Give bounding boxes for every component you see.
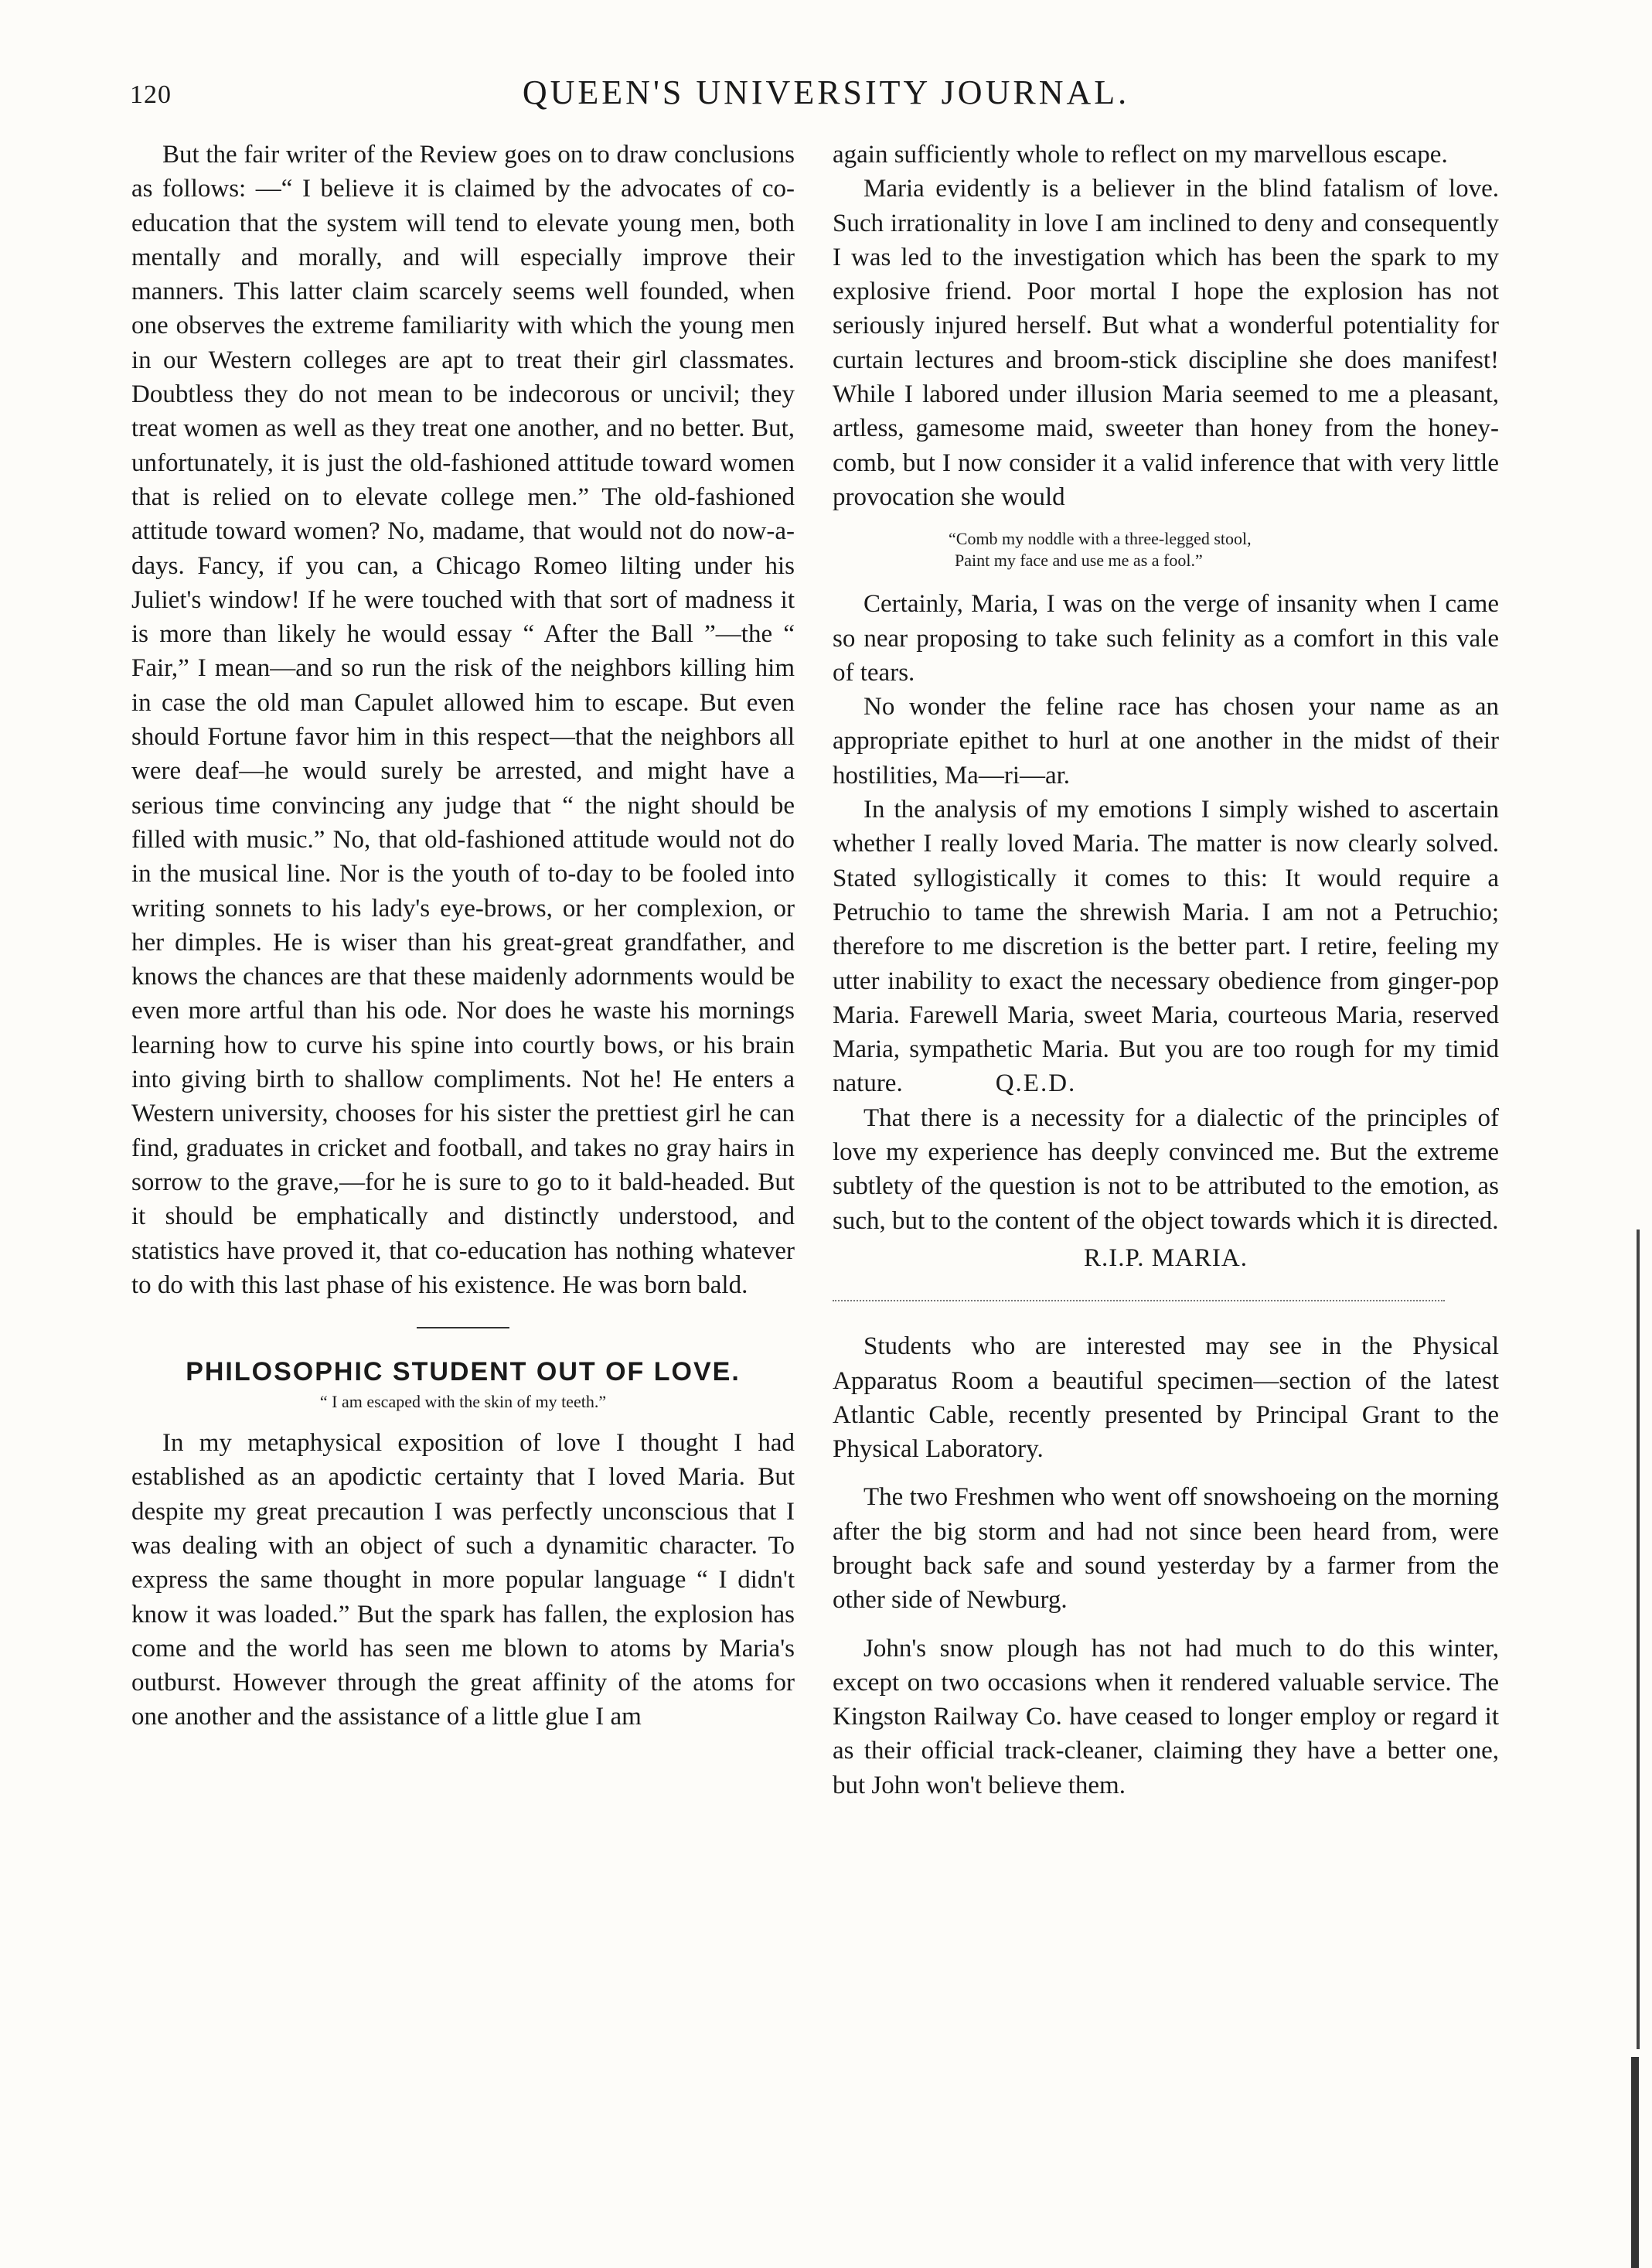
page-number: 120	[130, 80, 172, 109]
poem-line: Paint my face and use me as a fool.”	[955, 551, 1203, 571]
article-paragraph: No wonder the feline race has chosen your name as an appropriate epithet to hurl at one another in the midst of their hostilities, Ma—ri—ar.	[833, 693, 1499, 790]
right-column	[833, 138, 1499, 1802]
article-paragraph: Maria evidently is a believer in the blind fatalism of love. Such irrationality in love I am inclined to deny and consequently I was led to the investigation which has been the spark to my explosive friend. Poor mortal I hope the explosion has not seriously injured herself. But what a wonderful potentiality for curtain lectures and broom-stick discipline she does manifest! While I labored under illusion Maria seemed to me a pleasant, artless, gamesome maid, sweeter than honey from the honey-comb, but I now consider it a valid inference that with very little provocation she would	[833, 175, 1499, 511]
review-paragraph: But the fair writer of the Review goes on to draw conclusions as follows: —“ I believe it is claimed by the advocates of co-education that the system will tend to elevate young men, both mentally and morally, and will especially improve their manners. This latter claim scarcely seems well founded, when one observes the extreme familiarity with which the young men in our Western colleges are apt to treat their girl classmates. Doubtless they do not mean to be indecorous or uncivil; they treat women as well as they treat one another, and no better. But, unfortunately, it is just the old-fashioned attitude toward women that is relied on to elevate college men.” The old-fashioned attitude toward women? No, madame, that would not do now-a-days. Fancy, if you can, a Chicago Romeo lilting under his Juliet's window! If he were touched with that sort of madness it is more than likely he would essay “ After the Ball ”—the “ Fair,” I mean—and so run the risk of the neighbors killing him in case the old man Capulet allowed him to escape. But even should Fortune favor him in this respect—that the neighbors all were deaf—he would surely be arrested, and might have a serious time convincing any judge that “ the night should be filled with music.” No, that old-fashioned attitude would not do in the musical line. Nor is the youth of to-day to be fooled into writing sonnets to his lady's eye-brows, or her complexion, or her dimples. He is wiser than his great-great grandfather, and knows the chances are that these maidenly adornments would be even more artful than his ode. Nor does he waste his mornings learning how to curve his spine into courtly bows, or his brain into giving birth to shallow compliments. Not he! He enters a Western university, chooses for his sister the prettiest girl he can find, graduates in cricket and football, and takes no gray hairs in sorrow to the grave,—for he is sure to go to it bald-headed. But it should be emphatically and distinctly understood, and statistics have proved it, that co-education has nothing whatever to do with this last phase of his existence. He was born bald.	[131, 141, 795, 1299]
scan-edge-mark	[1637, 1229, 1640, 2049]
article-paragraph: In my metaphysical exposition of love I thought I had established as an apodictic certainty that I loved Maria. But despite my great precaution I was perfectly unconscious that I was dealing with an object of such a dynamitic character. To express the same thought in more popular language “ I didn't know it was loaded.” But the spark has fallen, the explosion has come and the world has seen me blown to atoms by Maria's outburst. However through the great affinity of the atoms for one another and the assistance of a little glue I am	[131, 1429, 795, 1731]
article-paragraph: Certainly, Maria, I was on the verge of insanity when I came so near proposing to take such felinity as a comfort in this vale of tears.	[833, 590, 1499, 687]
article-title: PHILOSOPHIC STUDENT OUT OF LOVE.	[186, 1357, 741, 1387]
section-divider	[417, 1327, 509, 1328]
signoff: R.I.P. MARIA.	[1084, 1243, 1248, 1272]
article-paragraph	[833, 793, 1499, 1101]
scan-edge-mark	[1631, 2057, 1639, 2268]
epigraph: “ I am escaped with the skin of my teeth.”	[319, 1392, 607, 1412]
poem-quote	[949, 528, 1499, 571]
article-paragraph: again sufficiently whole to reflect on my marvellous escape.	[833, 141, 1448, 169]
page-header	[0, 73, 1652, 119]
news-item: The two Freshmen who went off snowshoeing on the morning after the big storm and had not since been heard from, were brought back safe and sound yesterday by a farmer from the other side of Newburg.	[833, 1483, 1499, 1615]
qed-mark: Q.E.D.	[995, 1069, 1077, 1098]
news-item: Students who are interested may see in the Physical Apparatus Room a beautiful specimen—section of the latest Atlantic Cable, recently presented by Principal Grant to the Physical Laboratory.	[833, 1332, 1499, 1464]
article-paragraph: That there is a necessity for a dialectic of the principles of love my experience has deeply convinced me. But the extreme subtlety of the question is not to be attributed to the emotion, as such, but to the content of the object towards which it is directed.	[833, 1103, 1499, 1235]
news-item: John's snow plough has not had much to do this winter, except on two occasions when it rendered valuable service. The Kingston Railway Co. have ceased to longer employ or regard it as their official track-cleaner, claiming they have a better one, but John won't believe them.	[833, 1634, 1499, 1799]
poem-line: “Comb my noddle with a three-legged stool,	[949, 529, 1252, 549]
journal-title: QUEEN'S UNIVERSITY JOURNAL.	[522, 73, 1130, 111]
section-divider	[833, 1300, 1445, 1301]
conclusion-text: In the analysis of my emotions I simply wished to ascertain whether I really loved Maria. The matter is now clearly solved. Stated syllogistically it comes to this: It would require a Petruchio to tame the shrewish Maria. I am not a Petruchio; therefore to me discretion is the better part. I retire, feeling my utter inability to exact the necessary obedience from ginger-pop Maria. Farewell Maria, sweet Maria, courteous Maria, reserved Maria, sympathetic Maria. But you are too rough for my timid nature.	[833, 796, 1499, 1098]
left-column	[131, 138, 795, 1734]
